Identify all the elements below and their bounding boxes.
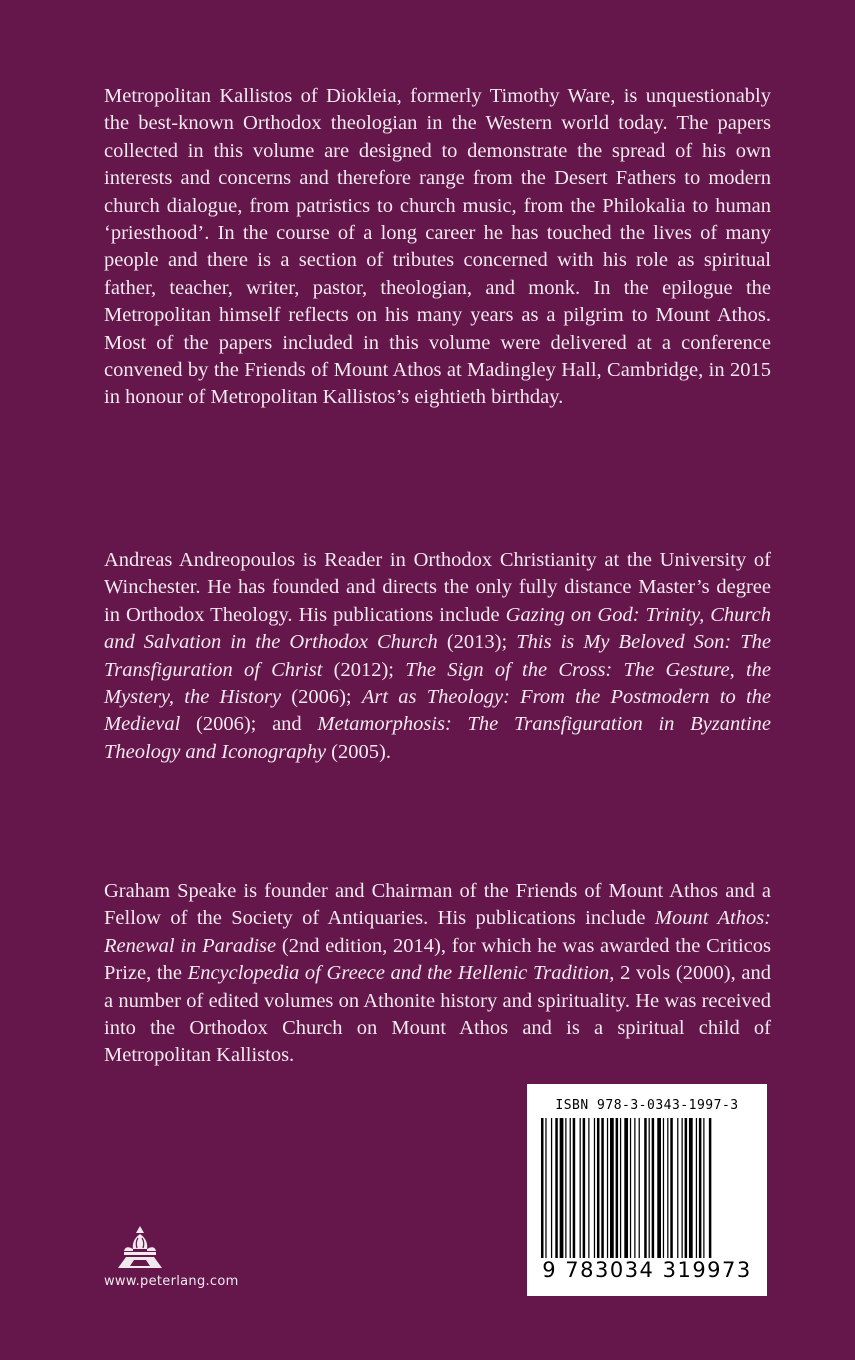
book-title: Encyclopedia of Greece and the Hellenic Tradition [187,962,610,985]
isbn-digits: 9 783034 319973 [542,1258,752,1282]
bio-text: (2006); [281,686,362,709]
book-title: Gazing on God: Trinity, Church and Salvation in the Orthodox Church [104,603,771,654]
publisher-website: www.peterlang.com [104,1274,239,1289]
publisher-logo-icon [100,1224,180,1270]
bio-text: Andreas Andreopoulos is Reader in Orthodox Christianity at the University of Winchester. He has founded and directs the only fully distance Master’s degree in Orthodox Theology. His publications include [104,549,771,626]
isbn-label: ISBN 978-3-0343-1997-3 [555,1098,739,1113]
bio-text: (2013); [437,631,517,654]
bio-text: , 2 vols (2000), and a number of edited volumes on Athonite history and spirituality. He was received into the Orthodox Church on Mount Athos and is a spiritual child of Metropolitan Kallistos. [104,962,771,1067]
isbn-barcode [527,1084,767,1296]
bio-text: (2006); and [180,713,318,736]
editor-bio-andreopoulos [104,547,771,766]
book-title: The Sign of the Cross: The Gesture, the Mystery, the History [104,658,772,709]
book-title: Metamorphosis: The Transfiguration in Byzantine Theology and Iconography [104,713,772,763]
book-title: This is My Beloved Son: The Transfiguration of Christ [104,631,771,681]
book-title: Art as Theology: From the Postmodern to the Medieval [104,686,771,736]
bio-text: (2nd edition, 2014), for which he was awarded the Criticos Prize, the [104,934,771,985]
book-title: Mount Athos: Renewal in Paradise [104,907,771,957]
barcode-bars [537,1118,757,1258]
bio-text: (2012); [322,658,406,681]
description-paragraph: Metropolitan Kallistos of Diokleia, formerly Timothy Ware, is unquestionably the best-known Orthodox theologian in the Western world today. The papers collected in this volume are designed to demonstrate the spread of his own interests and concerns and therefore range from the Desert Fathers to modern church dialogue, from patristics to church music, from the Philokalia to human ‘priesthood’. In the course of a long career he has touched the lives of many people and there is a section of tributes concerned with his role as spiritual father, teacher, writer, pastor, theologian, and monk. In the epilogue the Metropolitan himself reflects on his many years as a pilgrim to Mount Athos. Most of the papers included in this volume were delivered at a conference convened by the Friends of Mount Athos at Madingley Hall, Cambridge, in 2015 in honour of Metropolitan Kallistos’s eightieth birthday. [104,85,771,409]
editor-bio-speake [104,878,771,1070]
bio-text: (2005). [326,740,391,763]
bio-text: Graham Speake is founder and Chairman of the Friends of Mount Athos and a Fellow of the Society of Antiquaries. His publications include [104,880,771,930]
